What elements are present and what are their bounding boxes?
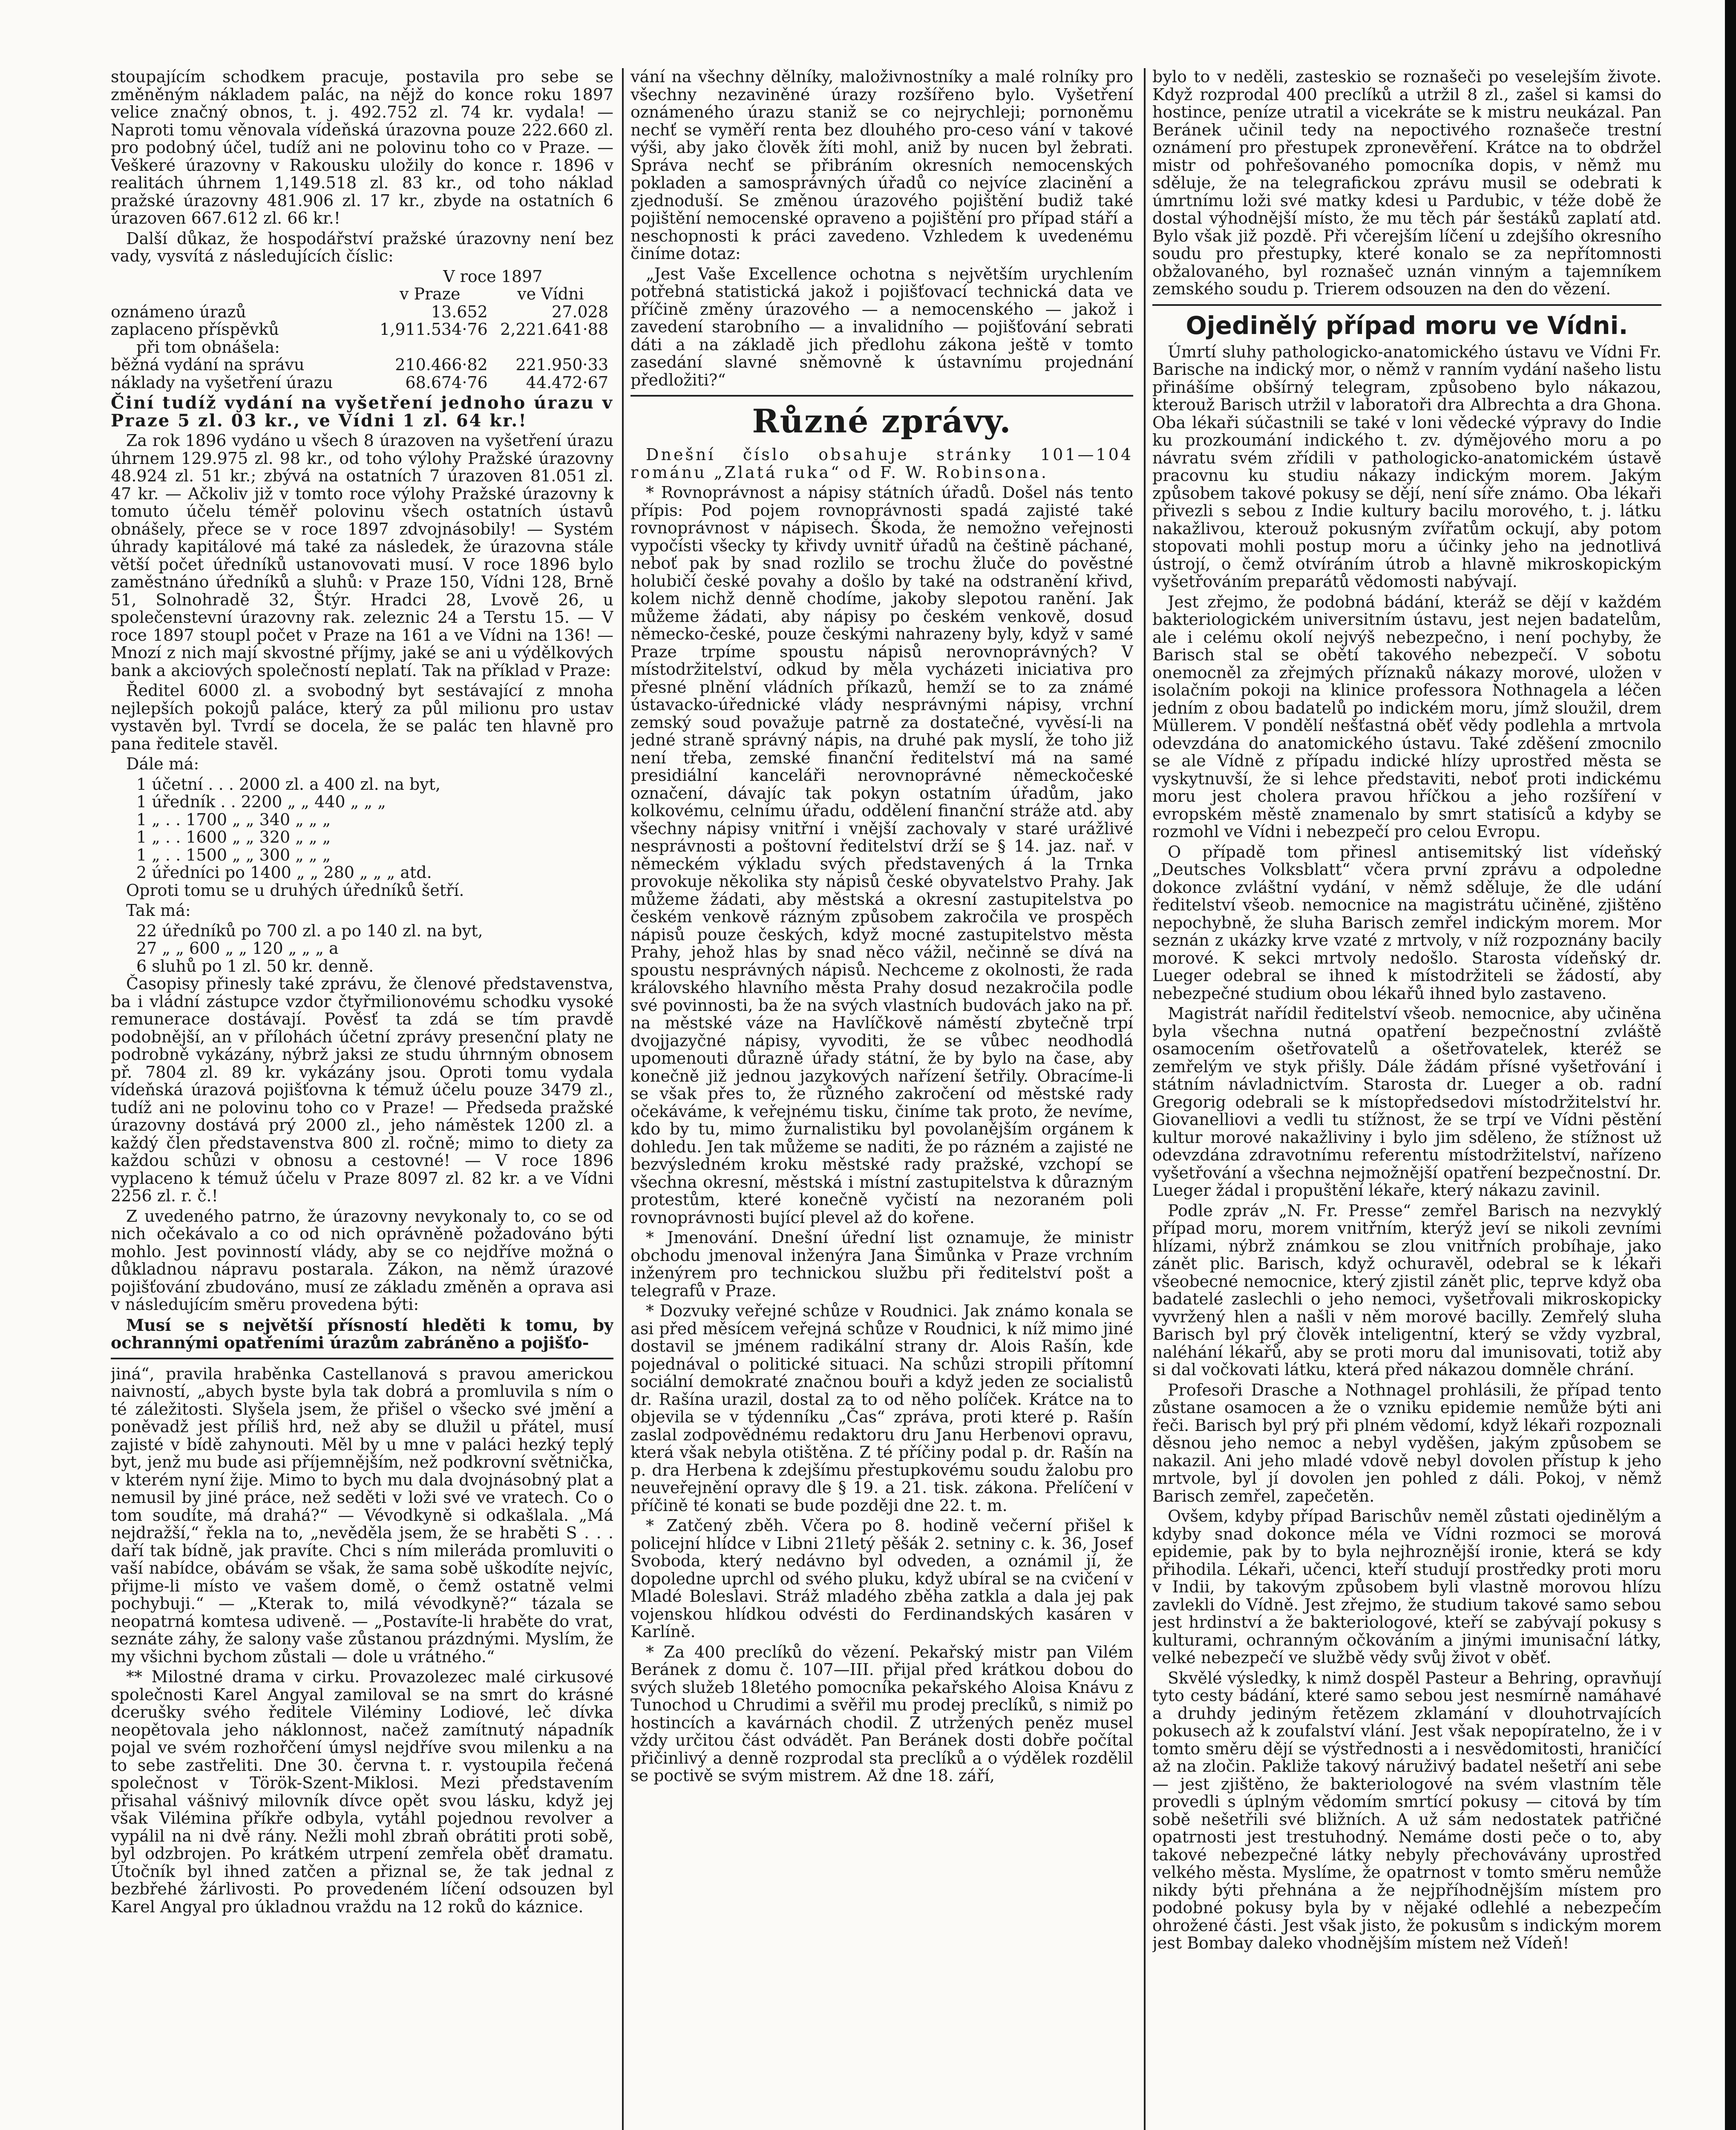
paragraph: Za rok 1896 vydáno u všech 8 úrazoven na vyšetření úrazu úhrnem 129.975 zl. 98 kr., od toho výlohy Pražské úrazovny 48.924 zl. 51 kr.; zbývá na ostatních 7 úrazoven 81.051 zl. 47 kr. — Ačkoliv již v tomto roce výlohy Pražské úrazovny k tomuto účelu téměř polovinu všech ostatních ústavů obnášely, přece se v roce 1897 zdvojnásobily! — Systém úhrady kapitálové má také za následek, že úrazovna stále větší počet úředníků ustanovovati musí. V roce 1896 bylo zaměstnáno úředníků a sluhů: v Praze 150, Vídni 128, Brně 51, Solnohradě 32, Štýr. Hradci 28, Lvově 26, u společenstevní úrazovny rak. zeleznic 24 a Terstu 15. — V roce 1897 stoupl počet v Praze na 161 a ve Vídni na 136! — Mnozí z nich mají skvostné příjmy, jaké se ani u výdělkových bank a akciových společností neplatí. Tak na příklad v Praze: [111,431,613,680]
news-item: * Jmenování. Dnešní úřední list oznamuje, že ministr obchodu jmenoval inženýra Jana Šimůnka v Praze vrchním inženýrem pro technickou službu při ředitelství pošt a telegrafů v Praze. [630,1228,1133,1300]
paragraph: bylo to v neděli, zasteskio se roznašeči po veselejším živote. Když rozprodal 400 preclíků a utržil 8 zl., zašel si kamsi do hostince, peníze utratil a vicekráte se k mistru neukázal. Pan Beránek učinil tedy na nepoctivého roznašeče trestní oznámení pro přestupek zpronevěření. Krátce na to obdržel mistr od pohřešovaného pomocníka dopis, v němž mu sděluje, že na telegrafickou zprávu musil se odebrati k úmrtnímu loži své matky kdesi u Pardubic, v téže době že dostal výhodnější místo, že mu těch pár šestáků zaplatí atd. Bylo však již pozdě. Při včerejším líčení u zdejšího okresního soudu pro přestupky, které konalo se za nepřítomnosti obžalovaného, byl roznašeč uznán vinným a tajemníkem zemského soudu p. Trierem odsouzen na den do vězení. [1152,68,1661,298]
paragraph: Ovšem, kdyby případ Barischův neměl zůstati ojedinělým a kdyby snad dokonce méla ve Vídni rozmoci se morová epidemie, pak by to byla nejhroznější ironie, která se kdy přihodila. Lékaři, učenci, kteří studují prostředky proti moru v Indii, by takovým způsobem byli vlastně morovou hlízu zavlekli do Vídně. Jest zřejmo, že studium takové samo sebou jest hrdinství a že bakteriologové, kteří se zabývají pokusy s kulturami, ochranným očkováním a jinými imunisační látky, velké nebezpečí ve službě vědy svůj život v oběť. [1152,1507,1661,1667]
table-header: v Praze [399,285,461,303]
paragraph: stoupajícím schodkem pracuje, postavila pro sebe se změněným nákladem palác, na nějž do konce roku 1897 velice značný obnos, t. j. 492.752 zl. 74 kr. vydala! — Naproti tomu věnovala vídeňská úrazovna pouze 222.660 zl. pro podobný účel, tudíž ani ne polovinu toho co v Praze. — Veškeré úrazovny v Rakousku uložily do konce r. 1896 v realitách úhrnem 1,149.518 zl. 83 kr., od toho náklad pražské úrazovny 481.906 zl. 17 kr., zbyde na ostatních 6 úrazoven 667.612 zl. 66 kr.! [111,68,613,227]
paragraph: Časopisy přinesly také zprávu, že členové představenstva, ba i vládní zástupce vzdor čtyřmilionovému schodku vysoké remunerace dostávají. Pověsť ta zdá se tím pravdě podobnější, an v přílohách účetní zprávy presenční platy ne podrobně vykázány, nýbrž jaksi ze studu úhrnným obnosem př. 7804 zl. 89 kr. vykázány jsou. Oproti tomu vydala vídeňská úrazová pojišťovna k témuž účelu pouze 3479 zl., tudíž ani ne polovinu toho co v Praze! — Předseda pražské úrazovny dostává prý 2000 zl., jeho náměstek 1200 zl. a každý člen představenstva 800 zl. ročně; mimo to diety za každou schůzi v obnosu a cestovné! — V roce 1896 vyplaceno k témuž účelu v Praze 8097 zl. 82 kr. a ve Vídni 2256 zl. r. č.! [111,974,613,1205]
paragraph: vání na všechny dělníky, maloživnostníky a malé rolníky pro všechny nezaviněné úrazy rozšířeno bylo. Vyšetření oznámeného úrazu staniž se co nejrychleji; pornoněmu nechť se vyměří renta bez dlouhého pro-ceso vání v takové výši, aby jako člověk žíti mohl, aniž by nucen byl žebrati. Správa nechť se přibráním okresních nemocenských pokladen a samosprávných úřadů co nejvíce zlacinění a zjednoduší. Se změnou úrazového pojištění budiž také pojištění nemocenské opraveno a pojištění pro případ stáří a neschopnosti k práci zavedeno. Vzhledem k uvedenému činíme dotaz: [630,68,1133,263]
paragraph: Skvělé výsledky, k nimž dospěl Pasteur a Behring, opravňují tyto cesty bádání, které samo sebou jest nesmírně namáhavé a druhdy jediným řetězem zklamání v dlouhotrvajících pokusech až k zoufalství vlání. Jest však nepopíratelno, že i v tomto směru dějí se výstřednosti a i nesvědomitosti, hraničící až na zločin. Pakliže takový náruživý badatel nešetří ani sebe — jest zjištěno, že bakteriologové na svém vlastním těle provedli s úplným vědomím smrtící pokusy — citová by tím sobě nešetřili své bližních. A už sám nedostatek patřičné opatrnosti jest trestuhodný. Nemáme dosti peče o to, aby takové nebezpečné látky nebyly přechovávány uprostřed velkého města. Myslíme, že opatrnost v tomto směru nemůže nikdy býti přehnána a že nejpříhodnějším místem pro podobné pokusy byla by v nějaké odlehlé a nebezpečím ohrožené části. Jest však jisto, že pokusům s indickým morem jest Bombay daleko vhodnějším místem než Vídeň! [1152,1668,1661,1952]
news-item: * Rovnoprávnost a nápisy státních úřadů. Došel nás tento přípis: Pod pojem rovnoprávnosti spadá zajisté také rovnoprávnost v nápisech. Škoda, že nemožno veřejnosti vypočísti všecky ty křivdy uvnitř úřadů na češtině páchané, neboť pak by snad rozlilo se trochu žluče do pověstné holubičí české povahy a došlo by také na odstranění křivd, kolem nichž denně chodíme, jakoby slepotou ranění. Jak můžeme žádati, aby nápisy po českém venkově, dosud německo-české, pouze českými nahrazeny byly, když v samé Praze trpíme spoustu nápisů nerovnoprávných? V místodržitelství, odkud by měla vycházeti iniciativa pro přesné plnění vládních příkazů, hemží se to za známé ústavacko-úřednické vlády nesprávnými nápisy, vrchní zemský soud považuje patrně za dostatečné, vyvěsí-li na jedné straně správný nápis, na druhé pak myslí, že toho již není třeba, zemské finanční ředitelství má na samé presidiální kanceláři nerovnoprávné německočeské označení, dávajíc tak pokyn ostatním úřadům, jako kolkovému, celnímu úřadu, oddělení finanční stráže atd. aby všechny nápisy vnitřní i vnější zachovaly v staré urážlivé nesprávnosti a poštovní ředitelství drží se § 14. jaz. nař. v německém výkladu svých představených á la Trnka provokuje několika sty nápisů české obyvatelstvo Prahy. Jak můžeme žádati, aby městská a okresní zastupitelstva po českém venkově rázným způsobem zakročila ve prospěch nápisů pouze českých, když mocné zastupitelstvo města Prahy, jehož hlas by snad něco vážil, nečinně se dívá na spoustu nesprávných nápisů. Nechceme z okolnosti, že rada královského hlavního města Prahy dosud nezakročila podle své povinnosti, ba že na svých vlastních budovách jako na př. na městské váze na Havlíčkově náměstí zbytečně trpí dvojjazyčné nápisy, vyvoditi, že se vůbec neodhodlá upomenouti důrazně úřady státní, že by bylo na čase, aby konečně již jednou jazykových nařízení šetřily. Obracíme-li se však přes to, že různého zakročení od městské rady očekáváme, k veřejnému tisku, činíme tak proto, že nevíme, kdo by tu, mimo žurnalistiku byl povolanějším orgánem k dohledu. Jen tak můžeme se naditi, že po rázném a zajisté ne bezvýsledném kroku městské rady pražské, vzchopí se všechna okresní, městská i místní zastupitelstva k důrazným protestům, které konečně vyčistí na nezoraném poli rovnoprávnosti bující plevel až do kořene. [630,483,1133,1227]
news-item: * Zatčený zběh. Včera po 8. hodině večerní přišel k policejní hlídce v Libni 21letý pěšák 2. setniny c. k. 36, Josef Svoboda, který nedávno byl odveden, a oznámil jí, že dopoledne uprchl od svého pluku, když ubíral se na cvičení v Mladé Boleslavi. Stráž mladého zběha zatkla a dala jej pak vojenskou hlídkou odvésti do Ferdinandských kasáren v Karlíně. [630,1516,1133,1641]
paragraph: O případě tom přinesl antisemitský list vídeňský „Deutsches Volksblatt“ včera první zprávu a odpoledne dokonce zvláštní vydání, v němž sděluje, že dle udání ředitelství všeob. nemocnice na magistrátu učiněné, zjištěno nepochybně, že sluha Barisch zemřel indickým morem. Mor seznán z ukázky krve vzaté z mrtvoly, v níž rozpoznány bacily morové. K sekci mrtvoly nedošlo. Starosta vídeňský dr. Lueger odebral se ihned k místodržiteli se žádostí, aby nebezpečné studium obou lékařů ihned bylo zastaveno. [1152,842,1661,1003]
list-item: 1 „ . . 1600 „ „ 320 „ „ „ [136,828,331,846]
list-item: 1 „ . . 1500 „ „ 300 „ „ „ [136,845,331,864]
news-item: * Za 400 preclíků do vězení. Pekařský mistr pan Vilém Beránek z domu č. 107—III. přijal před krátkou dobou do svých služeb 18letého pomocníka pekařského Aloisa Knávu z Tunochod u Chrudimi a svěřil mu prodej preclíků, s nimiž po hostincích a kavárnách chodil. Z utržených peněz musel vždy určitou část odvádět. Pan Beránek dosti dobře počítal přičinlivý a denně rozprodal sta preclíků a o výdělek rozdělil se poctivě se svým mistrem. Až dne 18. září, [630,1642,1133,1785]
divider [111,1358,613,1359]
section-heading: Různé zprávy. [752,402,1012,440]
list-item: 1 úředník . . 2200 „ „ 440 „ „ „ [136,792,386,811]
paragraph: Magistrát nařídil ředitelství všeob. nemocnice, aby učiněna byla všechna nutná opatření bezpečnostní zvláště osamocením ošetřovatelů a ošetřovatelek, kteréž se zemřelým ve styk přišly. Dále žádám přísné vyšetřování i státním návladnictvím. Starosta dr. Lueger a ob. radní Gregorig odebrali se k místopředsedovi místodržitelství hr. Giovanelliovi a vedli tu stížnost, že se trpí ve Vídni pěstění kultur morové nakažliviny i bylo jim sděleno, že stížnost už odevzdána zdravotnímu referentu místodržitelství, nařízeno vyšetřování a všechna nejmožnější opatření bezpečnostní. Dr. Lueger žádal i propuštění lékaře, který nákazu zavinil. [1152,1004,1661,1200]
page-edge [1725,0,1736,2130]
paragraph: Dnešní číslo obsahuje stránky 101—104 románu „Zlatá ruka“ od F. W. Robinsona. [630,445,1133,482]
article-heading: Ojedinělý případ moru ve Vídni. [1186,311,1628,340]
paragraph: Úmrtí sluhy pathologicko-anatomického ústavu ve Vídni Fr. Barische na indický mor, o němž v ranním vydání našeho listu přinášíme obšírný telegram, způsobeno bylo nákazou, kterouž Barisch utržil v laboratoři dra Albrechta a dra Ghona. Oba lékaři súčastnili se také v loni vědecké výpravy do Indie ku prozkoumání indického t. zv. dýmějového moru a po návratu svém zřídili v pathologicko-anatomickém ústavě pracovnu ku studiu nákazy indickým morem. Jakým způsobem takové pokusy se dějí, není síře známo. Oba lékaři přivezli s sebou z Indie kultury bacilu morového, t. j. látku nakažlivou, kterouž pokusným zvířatům ockují, aby potom stopovati mohli postup moru a účinky jeho na jednotlivá ústrojí, o čemž otvíráním útrob a hlavně mikroskopickým vyšetřováním preparátů vědomosti nabývají. [1152,342,1661,591]
emphasized-paragraph: Činí tudíž vydání na vyšetření jednoho úrazu v Praze 5 zl. 03 kr., ve Vídni 1 zl. 64 kr.! [111,393,613,431]
column-divider [1144,68,1146,2130]
column-3 [1152,68,1661,2130]
news-item: ** Milostné drama v cirku. Provazolezec malé cirkusové společnosti Karel Angyal zamiloval se na smrt do krásné dcerušky svého ředitele Viléminy Lodiové, leč dívka neopětovala jeho náklonnost, načež zamítnutý nápadník pojal ve svém rozhořčení úmysl nejdříve svou milenku a na to sebe zastřeliti. Dne 30. června t. r. vystoupila řečená společnost v Török-Szent-Miklosi. Mezi představením přisahal vášnivý milovník dívce opět svou lásku, když jej však Vilémina příkře odbyla, vytáhl pojednou revolver a vypálil na ni dvě rány. Nežli mohl zbraň obrátiti proti sobě, byl odzbrojen. Po krátkém utrpení zemřela oběť dramatu. Útočník byl ihned zatčen a přiznal se, že tak jednal z bezbřehé žárlivosti. Po provedeném líčení odsouzen byl Karel Angyal pro úkladnou vraždu na 12 roků do káznice. [111,1667,613,1916]
divider [630,395,1133,397]
column-divider [622,68,624,2130]
table-row: zaplaceno příspěvků 1,911.534·76 2,221.641·88 [111,320,608,339]
paragraph: Dále má: [126,754,199,773]
newspaper-page [111,68,1661,2130]
salary-list [111,922,613,976]
paragraph: Další důkaz, že hospodářství pražské úrazovny není bez vady, vysvítá z následujících číslic: [111,229,613,265]
list-item: 1 „ . . 1700 „ „ 340 „ „ „ [136,810,331,829]
salary-list [111,776,613,882]
paragraph: Musí se s největší přísností hleděti k tomu, by ochrannými opatřeními úrazům zabráněno a pojišťo- [111,1315,613,1352]
column-1 [111,68,613,2130]
news-item: * Dozvuky veřejné schůze v Roudnici. Jak známo konala se asi před měsícem veřejná schůze v Roudnici, k níž mimo jiné dostavil se jménem radikální strany dr. Alois Rašín, kde pojednával o politické situaci. Na schůzi stropili přítomní sociální demokraté značnou bouři a když jeden ze socialistů dr. Rašína urazil, dostal za to od něho políček. Krátce na to objevila se v týdenníku „Čas“ zpráva, proti které p. Rašín zaslal zodpovědnému redaktoru dru Janu Herbenovi opravu, která však nebyla otištěna. Z té příčiny podal p. dr. Rašín na p. dra Herbena k zdejšímu přestupkovému soudu žalobu pro neuveřejnění opravy dle § 19. a 21. tisk. zákona. Přelíčení v příčině té konati se bude později dne 22. t. m. [630,1301,1133,1515]
paragraph: Ředitel 6000 zl. a svobodný byt sestávající z mnoha nejlepších pokojů paláce, který za půl milionu pro ustav vystavěn byl. Tvrdí se docela, že se palác ten hlavně pro pana ředitele stavěl. [111,681,613,753]
paragraph: Jest zřejmo, že podobná bádání, kteráž se dějí v každém bakteriologickém universitním ústavu, jest nejen badatelům, ale i celému okolí nejvýš nebezpečno, i není pochyby, že Barisch stal se obětí takového nebezpečí. V sobotu onemocněl za zřejmých příznaků nákazy morové, uložen v isolačním pokoji na klinice professora Nothnagela a léčen jedním z obou badatelů po indickém moru, jímž sloužil, drem Müllerem. V pondělí nešťastná oběť vědy podlehla a mrtvola odevzdána do anatomického ústavu. Také zděšení zmocnilo se ale Vídně z případu indické hlízy uprostřed města se vyskytnuvší, že si lehce představiti, neboť proti indickému moru jest cholera pravou hříčkou a jeho rozšíření v evropském městě znamenalo by smrt statisíců a kdyby se rozmohl ve Vídni i nebezpečí pro celou Evropu. [1152,592,1661,841]
table-header: ve Vídni [517,285,584,303]
paragraph: Tak má: [126,901,191,920]
column-2 [630,68,1133,2130]
paragraph: Podle zpráv „N. Fr. Presse“ zemřel Barisch na nezvyklý případ moru, morem vnitřním, kterýž jeví se nikoli zevními hlízami, nýbrž známkou se zlou vnitřních probíhaje, jako zánět plic. Barisch, když ochuravěl, odebral se k lékaři všeobecné nemocnice, který zjistil zánět plic, teprve když oba badatelé zaslechli o jeho nemoci, vyšetřovali mikroskopicky vyvržený hlen a našli v něm morové bacilly. Zemřelý sluha Barisch byl prý člověk inteligentní, který se vždy vyzbral, naléhání lékařů, aby se proti moru dal imunisovati, totiž aby si dal vočkovati látku, která před nákazou domněle chrání. [1152,1201,1661,1379]
table-row: při tom obnášela: [136,337,280,357]
list-item: 22 úředníků po 700 zl. a po 140 zl. na byt, [136,921,483,940]
list-item: 2 úředníci po 1400 „ „ 280 „ „ „ atd. [136,863,432,882]
table-row: náklady na vyšetření úrazu 68.674·76 44.472·67 [111,373,608,392]
statistics-table [111,268,613,392]
paragraph: Z uvedeného patrno, že úrazovny nevykonaly to, co se od nich očekávalo a co od nich oprávněně požadováno býti mohlo. Jest povinností vlády, aby se co nejdříve možná o důkladnou nápravu postarala. Zákon, na němž úrazové pojišťování zbudováno, musí ze základu změněn a oprava asi v následujícím směru provedena býti: [111,1206,613,1314]
paragraph: Oproti tomu se u druhých úředníků šetří. [126,881,464,900]
paragraph: Profesoři Drasche a Nothnagel prohlásili, že případ tento zůstane osamocen a že o vzniku epidemie nemůže býti ani řeči. Barisch byl prý při plném vědomí, když lékaři rozpoznali děsnou jeho nemoc a nebyl vyděšen, jakým způsobem se nakazil. Ani jeho mladé vdově nebyl dovolen přístup k jeho mrtvole, byl jí dovolen jen pohled z dáli. Pokoj, v němž Barisch zemřel, zapečetěn. [1152,1380,1661,1505]
table-title: V roce 1897 [443,267,543,286]
divider [1152,304,1661,306]
feuilleton-continuation: jiná“, pravila hraběnka Castellanová s pravou americkou naivností, „abych byste byla tak dobrá a promluvila s ním o té záležitosti. Slyšela jsem, že přišel o všecko své jmění a poněvadž jest příliš hrd, než aby se dlužil u přátel, musí zajisté v bídě zahynouti. Měl by u mne v paláci hezký teplý byt, jenž mu bude asi příjemnějším, než podkrovní světnička, v kterém nyní žije. Mimo to bych mu dala dvojnásobný plat a nemusil by jiné práce, než seděti v loži své ve vratech. Co o tom soudíte, má drahá?“ — Vévodkyně si odkašlala. „Má nejdražší,“ řekla na to, „nevěděla jsem, že se hraběti S . . . daří tak bídně, jak pravíte. Chci s ním mileráda promluviti o vaší nabídce, obávám se však, že sama sobě uškodíte nejvíc, přijme-li místo ve vašem domě, o čemž ostatně velmi pochybuji.“ — „Kterak to, milá vévodkyně?“ tázala se neopatrná komtesa udiveně. — „Postavíte-li hraběte do vrat, seznáte záhy, že salony vaše zůstanou prázdnými. Myslím, že my všichni bychom zůstali — dole u vrátného.“ [111,1364,613,1666]
list-item: 1 účetní . . . 2000 zl. a 400 zl. na byt, [136,774,441,794]
table-row: oznámeno úrazů 13.652 27.028 [111,302,608,321]
list-item: 27 „ „ 600 „ „ 120 „ „ „ a [136,939,339,958]
table-row: běžná vydání na správu 210.466·82 221.950·33 [111,355,608,374]
list-item: 6 sluhů po 1 zl. 50 kr. denně. [136,956,374,976]
interpellation-question: „Jest Vaše Excellence ochotna s největším urychlením potřebná statistická jakož i pojišťovací technická data ve příčině změny úrazového — a nemocenského — jakož i zavedení starobního — a invalidního — pojišťování sebrati dáti a na základě jich předlohu zákona ještě v tomto zasedání slavné sněmovně k ústavnímu projednání předložiti?“ [630,264,1133,389]
